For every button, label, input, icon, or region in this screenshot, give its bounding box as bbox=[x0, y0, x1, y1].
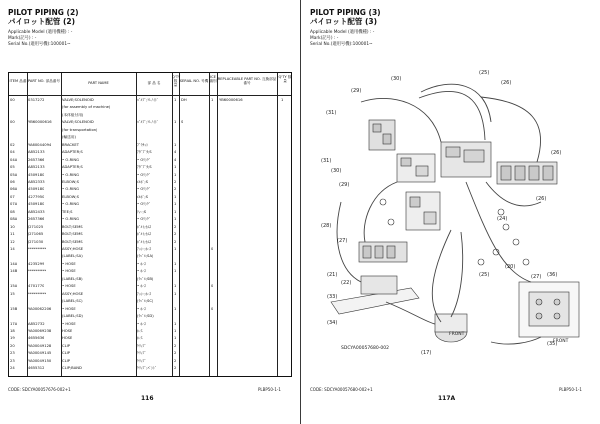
cell-qty: 1 bbox=[174, 247, 177, 251]
cell-name: ELBOW;S bbox=[62, 194, 79, 199]
cell-jp: ｱﾀﾞﾌﾟﾀ;S bbox=[137, 165, 152, 170]
cell-qty: 2 bbox=[174, 366, 177, 371]
cell-jp: ｸﾘｯﾌﾟ bbox=[137, 351, 147, 356]
table-row bbox=[9, 276, 291, 283]
cell-jp: (ﾗﾍﾞﾙ;SB) bbox=[137, 276, 154, 281]
table-row bbox=[9, 97, 291, 104]
cell-item: 06A bbox=[10, 187, 18, 192]
cell-part-no: ********** bbox=[28, 291, 47, 296]
cell-jp: • Oﾘﾝｸﾞ bbox=[137, 187, 151, 192]
cell-name: • O-RING bbox=[62, 187, 79, 192]
cell-name: • HOSE bbox=[62, 261, 76, 266]
cell-part-no: 4509180 bbox=[28, 172, 45, 177]
cell-qty: 2 bbox=[174, 239, 177, 244]
table-row bbox=[9, 321, 291, 328]
cell-jp: ｱｯｼｰ;ﾎｰｽ bbox=[137, 291, 152, 296]
cell-part-no: 2657366 bbox=[28, 217, 45, 222]
cell-rep: YB60000616 bbox=[219, 98, 243, 102]
page-title: PILOT PIPING (2) bbox=[8, 8, 79, 17]
page-number: 116 bbox=[141, 395, 154, 402]
callout-33: (33) bbox=[327, 294, 338, 300]
cell-jp: ﾎﾞﾙﾄ;ｾﾑｽ bbox=[137, 232, 152, 237]
cell-item: 05A bbox=[10, 172, 18, 177]
cell-jp: ﾎｰｽ bbox=[137, 328, 143, 333]
cell-part-no: YA00049145 bbox=[28, 351, 52, 356]
cell-qty: 1 bbox=[174, 321, 177, 326]
front-label-inset: FRONT bbox=[553, 339, 569, 344]
cell-item: 23 bbox=[10, 351, 15, 356]
cell-qty: 1 bbox=[174, 209, 177, 214]
cell-name: ELBOW;S bbox=[62, 179, 79, 184]
cell-part-no: 4655312 bbox=[28, 366, 45, 371]
cell-ice: 0 bbox=[211, 247, 214, 251]
cell-name: ADAPTER;S bbox=[62, 165, 83, 170]
cell-name: (輸送用) bbox=[62, 135, 76, 140]
cell-part-no: J271025 bbox=[28, 224, 44, 229]
table-row bbox=[9, 164, 291, 171]
cell-qty: 2 bbox=[174, 187, 177, 192]
table-row bbox=[9, 253, 291, 260]
cell-item: 19 bbox=[10, 336, 15, 341]
cell-item: 14 bbox=[10, 247, 15, 251]
cell-part-no: YA00062206 bbox=[28, 306, 52, 311]
callout-29: (29) bbox=[351, 88, 362, 94]
cell-qty: 1 bbox=[174, 142, 177, 147]
exploded-diagram bbox=[301, 62, 600, 362]
cell-ice: 0 bbox=[211, 284, 214, 289]
cell-item: 10 bbox=[10, 224, 15, 229]
cell-part-no: YB60000616 bbox=[28, 120, 52, 125]
cell-qty: 1 bbox=[174, 306, 177, 311]
callout-27b: (27) bbox=[531, 274, 542, 280]
cell-jp: ｸﾘｯﾌﾟ bbox=[137, 358, 147, 363]
cell-item: 15A bbox=[10, 284, 18, 289]
cell-name: (for transportation) bbox=[62, 127, 98, 132]
right-page bbox=[301, 0, 600, 424]
cell-name: • O-RING bbox=[62, 157, 79, 162]
callout-26: (26) bbox=[501, 80, 512, 86]
cell-qty: 4 bbox=[174, 150, 177, 155]
cell-item: 14B bbox=[10, 269, 18, 274]
cell-name: BRACKET bbox=[62, 142, 79, 147]
callout-25b: (25) bbox=[479, 272, 490, 278]
cell-name: ADAPTER;S bbox=[62, 150, 83, 155]
cell-qty: 2 bbox=[174, 224, 177, 229]
cell-part-no: 4701770 bbox=[28, 284, 45, 289]
cell-qty: 2 bbox=[174, 358, 177, 363]
cell-name: • HOSE bbox=[62, 269, 76, 274]
cell-item: 04 bbox=[10, 150, 15, 155]
serial-no: Serial No.(適用号機):100001~ bbox=[310, 42, 373, 47]
header-replaceable: REPLACEABLE PART NO. 互換部品番号 bbox=[217, 77, 277, 86]
cell-name: (for assembly of machine) bbox=[62, 105, 111, 110]
cell-qty: 2 bbox=[174, 343, 177, 348]
cell-name: CLIP bbox=[62, 351, 70, 356]
cell-name: TEE;S bbox=[62, 209, 73, 214]
mark: Mark(記号) : - bbox=[8, 36, 37, 41]
cell-name: (LABEL;SC) bbox=[62, 299, 83, 304]
cell-jp: • ﾎｰｽ bbox=[137, 306, 146, 311]
page-title: PILOT PIPING (3) bbox=[310, 8, 381, 17]
cell-jp: • ﾎｰｽ bbox=[137, 321, 146, 326]
serial-no: Serial No.(適用号機):100001~ bbox=[8, 42, 71, 47]
table-row bbox=[9, 194, 291, 201]
cell-part-no: 4235299 bbox=[28, 261, 45, 266]
cell-name: • HOSE bbox=[62, 284, 76, 289]
cell-jp: • Oﾘﾝｸﾞ bbox=[137, 172, 151, 177]
cell-name: VALVE;SOLENOID bbox=[62, 98, 94, 102]
cell-qty: 1 bbox=[174, 217, 177, 222]
cell-item: 18 bbox=[10, 328, 15, 333]
cell-jp: ﾎｰｽ bbox=[137, 336, 143, 341]
callout-36: (36) bbox=[547, 272, 558, 278]
cell-item: 05 bbox=[10, 165, 15, 170]
page-ref: PLBP50-1-1 bbox=[258, 387, 281, 392]
cell-jp: (ﾗﾍﾞﾙ;SD) bbox=[137, 314, 154, 319]
page-ref: PLBP50-1-1 bbox=[559, 387, 582, 392]
callout-28: (28) bbox=[321, 223, 332, 229]
cell-name: • HOSE bbox=[62, 306, 76, 311]
table-row bbox=[9, 119, 291, 126]
cell-qty: 1 bbox=[174, 328, 177, 333]
cell-name: • O-RING bbox=[62, 202, 79, 207]
table-row bbox=[9, 216, 291, 223]
cell-jp: ﾊﾞﾙﾌﾞ;ｿﾚﾉｲﾄﾞ bbox=[137, 98, 159, 102]
cell-item: 00 bbox=[10, 98, 15, 102]
cell-jp: (ﾗﾍﾞﾙ;SA) bbox=[137, 254, 154, 259]
cell-name: (本体組付用) bbox=[62, 112, 84, 117]
table-row bbox=[9, 328, 291, 335]
cell-part-no: A852333 bbox=[28, 179, 45, 184]
cell-name: BOLT;SEMS bbox=[62, 239, 83, 244]
table-row bbox=[9, 313, 291, 320]
cell-jp: ﾎﾞﾙﾄ;ｾﾑｽ bbox=[137, 224, 152, 229]
cell-name: ASSY;HOSE bbox=[62, 247, 84, 251]
table-row bbox=[9, 142, 291, 149]
applicable-model: Applicable Model (適用機種) : - bbox=[310, 30, 375, 35]
doc-code: CODE: SDCYA00057680-002+1 bbox=[310, 387, 373, 392]
cell-jp: ｱﾀﾞﾌﾟﾀ;S bbox=[137, 150, 152, 155]
cell-name: CLIP bbox=[62, 358, 70, 363]
cell-qty: 1 bbox=[174, 120, 177, 125]
page-title-jp: パイロット配管 (2) bbox=[8, 17, 76, 26]
cell-name: (LABEL;SA) bbox=[62, 254, 83, 259]
cell-name: • HOSE bbox=[62, 321, 76, 326]
table-row bbox=[9, 350, 291, 357]
cell-part-no: YA00049128 bbox=[28, 343, 52, 348]
page-title-jp: パイロット配管 (3) bbox=[310, 17, 378, 26]
cell-part-no: 2657366 bbox=[28, 157, 45, 162]
table-row bbox=[9, 246, 291, 253]
page-number: 117A bbox=[438, 395, 456, 402]
cell-name: • O-RING bbox=[62, 172, 79, 177]
callout-30: (30) bbox=[391, 76, 402, 82]
cell-jp: ﾊﾞﾙﾌﾞ;ｿﾚﾉｲﾄﾞ bbox=[137, 120, 159, 125]
cell-part-no: A852133 bbox=[28, 165, 45, 170]
callout-30b: (30) bbox=[331, 168, 342, 174]
cell-part-no: 4509180 bbox=[28, 202, 45, 207]
cell-item: 24 bbox=[10, 366, 15, 371]
cell-part-no: YA00049150 bbox=[28, 358, 52, 363]
cell-item: 20 bbox=[10, 343, 15, 348]
table-row bbox=[9, 298, 291, 305]
cell-qty: 4 bbox=[174, 157, 177, 162]
cell-part-no: J271030 bbox=[28, 239, 44, 244]
cell-name: ASSY;HOSE bbox=[62, 291, 84, 296]
cell-qty: 1 bbox=[174, 202, 177, 207]
table-row bbox=[9, 268, 291, 275]
cell-jp: • Oﾘﾝｸﾞ bbox=[137, 157, 151, 162]
table-row bbox=[9, 201, 291, 208]
header-item: ITEM 品番 bbox=[9, 79, 27, 83]
cell-jp: • ﾎｰｽ bbox=[137, 261, 146, 266]
cell-qty: 1 bbox=[174, 194, 177, 199]
cell-item: 04A bbox=[10, 157, 18, 162]
cell-serial: S bbox=[181, 120, 184, 125]
applicable-model: Applicable Model (適用機種) : - bbox=[8, 30, 73, 35]
cell-name: CLIP bbox=[62, 343, 70, 348]
cell-item: 08 bbox=[10, 209, 15, 214]
cell-part-no: YA60044094 bbox=[28, 142, 52, 147]
callout-29b: (29) bbox=[339, 182, 350, 188]
header-part-no: PART NO. 部品番号 bbox=[28, 79, 60, 83]
cell-jp: ﾎﾞﾙﾄ;ｾﾑｽ bbox=[137, 239, 152, 244]
cell-part-no: A852732 bbox=[28, 321, 45, 326]
table-row bbox=[9, 134, 291, 141]
table-row bbox=[9, 231, 291, 238]
table-row bbox=[9, 112, 291, 119]
cell-item: 02 bbox=[10, 142, 15, 147]
cell-qty: 1 bbox=[174, 261, 177, 266]
cell-item: 00 bbox=[10, 120, 15, 125]
callout-21: (21) bbox=[327, 272, 338, 278]
cell-qty: 1 bbox=[174, 165, 177, 170]
header-name-jp: 部 品 名 bbox=[147, 81, 161, 85]
cell-name: BOLT;SEMS bbox=[62, 232, 83, 237]
cell-item: 23 bbox=[10, 358, 15, 363]
table-row bbox=[9, 283, 291, 290]
cell-qty: 1 bbox=[174, 172, 177, 177]
cell-jp: (ﾗﾍﾞﾙ;SC) bbox=[137, 299, 154, 304]
table-row bbox=[9, 239, 291, 246]
callout-26b: (26) bbox=[551, 150, 562, 156]
table-row bbox=[9, 335, 291, 342]
callout-20: (20) bbox=[505, 264, 516, 270]
cell-part-no: J271065 bbox=[28, 232, 44, 237]
cell-name: (LABEL;SD) bbox=[62, 314, 83, 319]
callout-27: (27) bbox=[337, 238, 348, 244]
callout-24: (24) bbox=[497, 216, 508, 222]
table-row bbox=[9, 358, 291, 365]
table-row bbox=[9, 343, 291, 350]
cell-ice: 0 bbox=[211, 306, 214, 311]
header-serial: SERIAL NO. 号機 bbox=[179, 79, 209, 83]
cell-jp: ｱｯｼｰ;ﾎｰｽ bbox=[137, 247, 152, 251]
cell-jp: • Oﾘﾝｸﾞ bbox=[137, 202, 151, 207]
cell-qty: 1 bbox=[174, 98, 177, 102]
cell-item: 17A bbox=[10, 321, 18, 326]
callout-34: (34) bbox=[327, 320, 338, 326]
table-row bbox=[9, 179, 291, 186]
callout-35: (35) bbox=[547, 341, 558, 347]
cell-jp: • ﾎｰｽ bbox=[137, 284, 146, 289]
drawing-ref: SDCYA00057680-002 bbox=[341, 346, 389, 351]
cell-name: HOSE bbox=[62, 336, 73, 341]
cell-qty: 1 bbox=[174, 284, 177, 289]
cell-part-no: 4655636 bbox=[28, 336, 45, 341]
cell-qty: 2 bbox=[174, 232, 177, 237]
cell-item: 12 bbox=[10, 239, 15, 244]
cell-jp: ｴﾙﾎﾞ;S bbox=[137, 194, 148, 199]
header-qty2: Q'TY 数量 bbox=[278, 75, 292, 84]
header-qty: Q'TY 数量 bbox=[172, 75, 181, 88]
parts-table bbox=[8, 72, 292, 377]
mark: Mark(記号) : - bbox=[310, 36, 339, 41]
cell-qty: 2 bbox=[174, 351, 177, 356]
callout-22: (22) bbox=[341, 280, 352, 286]
cell-item: 08A bbox=[10, 217, 18, 222]
cell-item: 14A bbox=[10, 261, 18, 266]
cell-part-no: YA00069238 bbox=[28, 328, 52, 333]
cell-name: BOLT;SEMS bbox=[62, 224, 83, 229]
cell-jp: • ﾎｰｽ bbox=[137, 269, 146, 274]
cell-part-no: 4277950 bbox=[28, 194, 45, 199]
table-row bbox=[9, 209, 291, 216]
cell-part-no: A852433 bbox=[28, 209, 45, 214]
table-row bbox=[9, 172, 291, 179]
cell-qty: 2 bbox=[174, 179, 177, 184]
cell-qty: 1 bbox=[174, 269, 177, 274]
table-row bbox=[9, 127, 291, 134]
table-row bbox=[9, 261, 291, 268]
cell-jp: ｸﾘｯﾌﾟ;ﾊﾞﾝﾄﾞ bbox=[137, 366, 157, 371]
cell-name: (LABEL;SB) bbox=[62, 276, 83, 281]
cell-item: 07A bbox=[10, 202, 18, 207]
cell-item: 07 bbox=[10, 194, 15, 199]
cell-name: • O-RING bbox=[62, 217, 79, 222]
cell-qty: 1 bbox=[174, 336, 177, 341]
table-row bbox=[9, 365, 291, 372]
table-row bbox=[9, 291, 291, 298]
table-row bbox=[9, 104, 291, 111]
cell-part-no: 4509180 bbox=[28, 187, 45, 192]
cell-ice: 1 bbox=[211, 98, 214, 102]
table-row bbox=[9, 157, 291, 164]
cell-item: 15B bbox=[10, 306, 18, 311]
doc-code: CODE: SDCYA00057676-002+1 bbox=[8, 387, 71, 392]
cell-name: HOSE bbox=[62, 328, 73, 333]
cell-jp: ﾃｨｰ;S bbox=[137, 209, 147, 214]
table-row bbox=[9, 149, 291, 156]
cell-qty2: 1 bbox=[281, 98, 284, 102]
cell-jp: ｸﾘｯﾌﾟ bbox=[137, 343, 147, 348]
header-part-name: PART NAME bbox=[88, 81, 109, 85]
cell-item: 06 bbox=[10, 179, 15, 184]
cell-item: 15 bbox=[10, 291, 15, 296]
callout-25: (25) bbox=[479, 70, 490, 76]
table-row bbox=[9, 306, 291, 313]
cell-name: VALVE;SOLENOID bbox=[62, 120, 94, 125]
cell-qty: 1 bbox=[174, 291, 177, 296]
cell-item: 11 bbox=[10, 232, 15, 237]
cell-jp: ﾌﾞﾗｹｯﾄ bbox=[137, 142, 149, 147]
callout-26c: (26) bbox=[536, 196, 547, 202]
table-row bbox=[9, 186, 291, 193]
cell-part-no: 0317272 bbox=[28, 98, 45, 102]
cell-jp: ｴﾙﾎﾞ;S bbox=[137, 179, 148, 184]
header-ice: ICE 識別 bbox=[209, 75, 217, 84]
cell-part-no: ********** bbox=[28, 269, 47, 274]
callout-17: (17) bbox=[421, 350, 432, 356]
cell-serial: DH bbox=[181, 98, 187, 102]
front-label: FRONT bbox=[449, 332, 465, 337]
callout-31: (31) bbox=[326, 110, 337, 116]
cell-jp: • Oﾘﾝｸﾞ bbox=[137, 217, 151, 222]
table-row bbox=[9, 224, 291, 231]
callout-31b: (31) bbox=[321, 158, 332, 164]
cell-name: CLIP;BAND bbox=[62, 366, 82, 371]
cell-part-no: ********** bbox=[28, 247, 47, 251]
cell-part-no: A852133 bbox=[28, 150, 45, 155]
